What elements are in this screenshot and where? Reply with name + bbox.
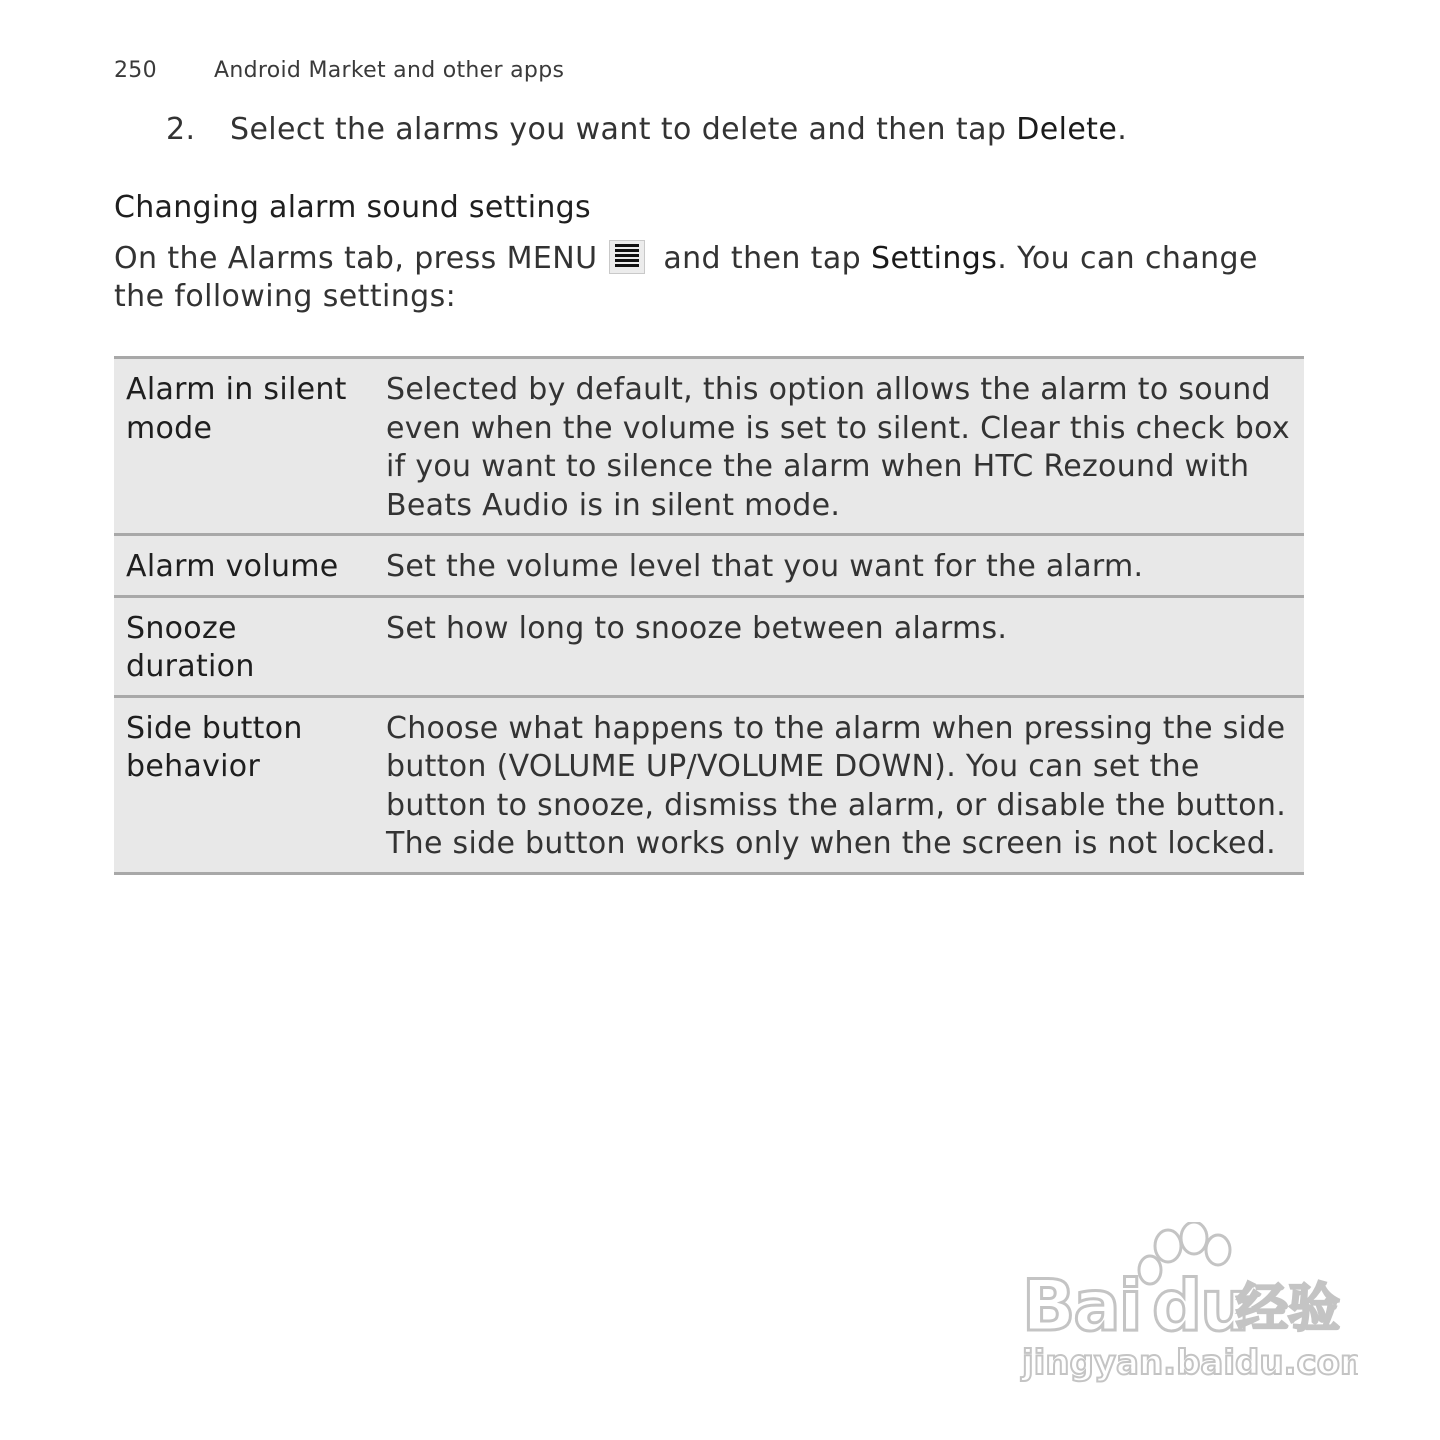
setting-description: Set how long to snooze between alarms. bbox=[374, 596, 1304, 696]
setting-term: Snooze duration bbox=[114, 596, 374, 696]
table-row bbox=[114, 535, 1304, 597]
svg-text:du: du bbox=[1152, 1265, 1248, 1347]
setting-description: Choose what happens to the alarm when pressing the side button (VOLUME UP/VOLUME DOWN). You can set the button to snooze, dismiss the alarm, or disable the button. The side button works only when the screen is not locked. bbox=[374, 696, 1304, 873]
baidu-watermark bbox=[1018, 1222, 1358, 1392]
intro-emphasis: Settings bbox=[871, 241, 998, 276]
section-heading: Changing alarm sound settings bbox=[114, 190, 591, 225]
table-row bbox=[114, 596, 1304, 696]
setting-description: Set the volume level that you want for the alarm. bbox=[374, 535, 1304, 597]
svg-text:经验: 经验 bbox=[1236, 1279, 1341, 1339]
setting-description: Selected by default, this option allows the alarm to sound even when the volume is set to silent. Clear this check box if you want to silence the alarm when HTC Rezound with Beats Audio is in silent mode. bbox=[374, 358, 1304, 535]
step-emphasis: Delete bbox=[1016, 112, 1118, 147]
page-number: 250 bbox=[114, 58, 157, 83]
step-number: 2. bbox=[166, 112, 196, 147]
setting-term: Side button behavior bbox=[114, 696, 374, 873]
step-text-end: . bbox=[1117, 112, 1128, 147]
setting-term: Alarm volume bbox=[114, 535, 374, 597]
chapter-title: Android Market and other apps bbox=[214, 58, 565, 83]
intro-paragraph bbox=[114, 240, 1314, 316]
table-row bbox=[114, 358, 1304, 535]
svg-text:Bai: Bai bbox=[1022, 1265, 1141, 1347]
setting-term: Alarm in silent mode bbox=[114, 358, 374, 535]
intro-text-3: . You can change the following settings: bbox=[114, 241, 1258, 314]
menu-icon bbox=[609, 240, 645, 274]
settings-table bbox=[114, 356, 1304, 875]
intro-text-2: and then tap bbox=[653, 241, 872, 276]
step-item bbox=[166, 112, 1127, 147]
step-text: Select the alarms you want to delete and then tap bbox=[230, 112, 1017, 147]
table-row bbox=[114, 696, 1304, 873]
baidu-paw-logo-icon bbox=[1018, 1222, 1358, 1392]
svg-text:jingyan.baidu.com: jingyan.baidu.com bbox=[1022, 1343, 1358, 1383]
intro-text-1: On the Alarms tab, press MENU bbox=[114, 241, 608, 276]
page-header bbox=[114, 58, 564, 83]
